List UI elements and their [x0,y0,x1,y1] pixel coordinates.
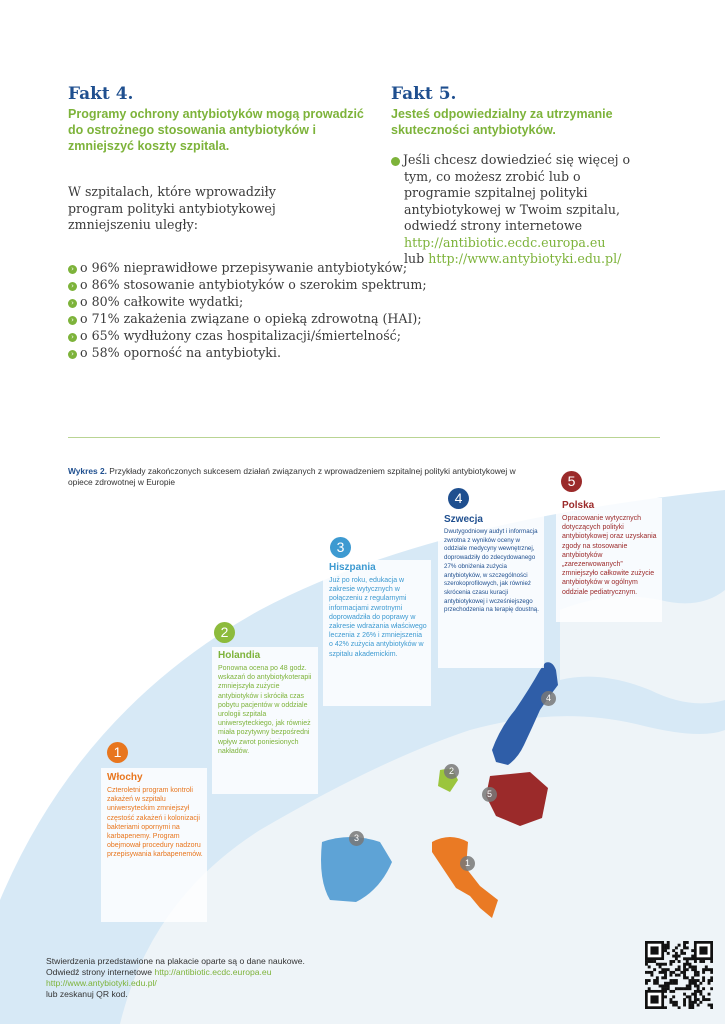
card-polska [556,498,662,622]
bullet-icon: › [68,282,77,291]
figure-caption [68,466,528,488]
section-divider [68,437,660,438]
fakt5-title: Fakt 5. [391,84,457,104]
fakt4-subtitle: Programy ochrony antybiotyków mogą prowadzić do ostrożnego stosowania antybiotyków i zmniejszyć koszty szpitala. [68,107,364,153]
fakt4-bullet-list [68,259,427,361]
footer-ecdc-link[interactable]: http://antibiotic.ecdc.europa.eu [154,967,272,977]
map-pin-2: 2 [444,764,459,779]
map-pin-1: 1 [460,856,475,871]
map-pin-3: 3 [349,831,364,846]
list-item: › o 58% oporność na antybiotyki. [68,344,378,361]
card-title: Holandia [218,650,261,661]
fakt5-text: Jeśli chcesz dowiedzieć się więcej o tym, co możesz zrobić lub o programie szpitalnej polityki antybiotykowej w Twoim szpitalu, odwiedź strony internetowe [403,152,631,233]
card-number-2: 2 [214,622,235,643]
bullet-icon: › [68,333,77,342]
card-number-4: 4 [448,488,469,509]
ecdc-link[interactable]: http://antibiotic.ecdc.europa.eu [404,234,606,250]
footer-text [46,956,305,1000]
list-item: › o 96% nieprawidłowe przepisywanie antybiotyków; [68,259,378,276]
card-title: Szwecja [444,514,483,525]
bullet-icon: › [68,350,77,359]
list-item: › o 80% całkowite wydatki; [68,293,378,310]
fakt4-intro: W szpitalach, które wprowadziły program polityki antybiotykowej zmniejszeniu uległy: [68,184,276,232]
map-pin-4: 4 [541,691,556,706]
bullet-icon: › [68,265,77,274]
card-text: Czteroletni program kontroli zakażeń w szpitalu uniwersyteckim zmniejszył częstość zakażeń i kolonizacji bakteriami opornymi na karbapenemy. Program obejmował procedury nadzoru przepisywania karbapenemów. [107,787,203,859]
map-pin-5: 5 [482,787,497,802]
antybiotyki-link[interactable]: http://www.antybiotyki.edu.pl/ [428,251,622,266]
footer-line2: Odwiedź strony internetowe http://antibiotic.ecdc.europa.eu [46,967,272,977]
figure-caption-text: Przykłady zakończonych sukcesem działań związanych z wprowadzeniem szpitalnej polityki antybiotykowej w opiece zdrowotnej w Europie [68,466,516,487]
lub-text: lub [404,251,425,266]
card-szwecja [438,512,544,668]
bullet-icon: › [68,299,77,308]
card-holandia [212,647,318,794]
list-item: › o 86% stosowanie antybiotyków o szerokim spektrum; [68,276,378,293]
bullet-icon: › [391,157,400,166]
card-text: Już po roku, edukacja w zakresie wytycznych w połączeniu z regularnymi informacjami zwrotnymi doprowadziła do poprawy w zakresie wdrażania właściwego leczenia z 26% i zmniejszenia o 42% zużycia antybiotyków w szpitalu akademickim. [329,577,427,658]
figure-label: Wykres 2. [68,466,107,476]
card-title: Włochy [107,772,143,783]
footer-antybiotyki-link[interactable]: http://www.antybiotyki.edu.pl/ [46,978,157,988]
fakt5-subtitle: Jesteś odpowiedzialny za utrzymanie skuteczności antybiotyków. [391,107,613,137]
card-number-5: 5 [561,471,582,492]
card-number-3: 3 [330,537,351,558]
qr-code-icon[interactable] [645,941,713,1009]
card-title: Polska [562,500,595,511]
card-hiszpania [323,560,431,706]
fakt5-text-block [387,152,631,268]
card-number-1: 1 [107,742,128,763]
card-title: Hiszpania [329,562,376,573]
list-item: › o 71% zakażenia związane o opieką zdrowotną (HAI); [68,310,378,327]
fakt4-title: Fakt 4. [68,84,134,104]
footer-line1: Stwierdzenia przedstawione na plakacie oparte są o dane naukowe. [46,956,305,966]
fakt5-section [387,84,631,268]
card-wlochy [101,768,207,922]
card-text: Ponowna ocena po 48 godz. wskazań do antybiotykoterapii zmniejszyła zużycie antybiotyków i skróciła czas pobytu pacjentów w oddziale urologii szpitala uniwersyteckiego, jak również miała pozytywny bezpośredni wpływ zwrot poniesionych nakładów. [218,665,312,755]
bullet-icon: › [68,316,77,325]
list-item: › o 65% wydłużony czas hospitalizacji/śmiertelność; [68,327,378,344]
footer-line4: lub zeskanuj QR kod. [46,989,128,999]
card-text: Dwutygodniowy audyt i informacja zwrotna z wyników oceny w oddziale medycyny wewnętrznej, doprowadziły do zdecydowanego 27% obniżenia zużycia antybiotyków, w szczególności szerokoprofilowych, jak również skrócenia czasu kuracji antybiotykowej i wcześniejszego przechodzenia na terapię doustną. [444,528,539,614]
card-text: Opracowanie wytycznych dotyczących polityki antybiotykowej oraz uzyskania zgody na stosowanie antybiotyków „zarezerwowanych” zmniejszyło całkowite zużycie antybiotyków w ogólnym oddziale pediatrycznym. [562,515,657,596]
